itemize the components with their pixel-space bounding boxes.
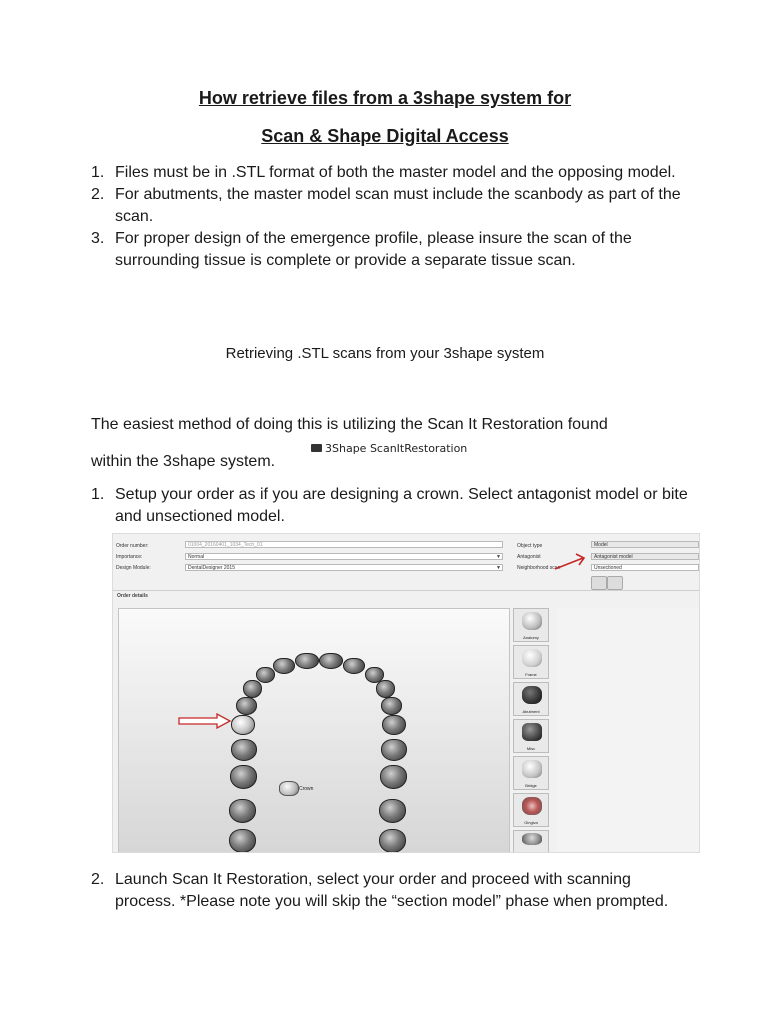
intro-line1: The easiest method of doing this is utilizing the Scan It Restoration found [91,416,608,433]
design-module-select[interactable]: DentalDesigner 2015 ▼ [185,564,503,571]
bridge-icon [522,760,542,778]
scan-option-icon[interactable] [591,576,607,590]
red-arrow-icon [553,551,593,573]
steps-list-2 [91,869,691,913]
list-item: 1. Setup your order as if you are designing a crown. Select antagonist model or bite and unsectioned model. [91,486,688,525]
requirements-list [91,162,691,272]
tooth[interactable] [229,799,256,823]
list-item: 2. For abutments, the master model scan must include the scanbody as part of the scan. [91,186,681,225]
neighborhood-label: Neighborhood scan [517,565,561,571]
frame-icon [522,649,542,667]
tooth[interactable] [376,680,395,698]
tooth[interactable] [382,715,406,735]
tooth[interactable] [229,829,256,853]
tooth[interactable] [381,739,407,761]
tool-gingiva[interactable]: Gingiva [513,793,549,827]
intro-line2: within the 3shape system. [91,453,276,470]
antagonist-label: Antagonist [517,554,541,560]
crown-label: Crown [299,786,314,792]
crown-icon[interactable] [279,781,299,796]
tooth[interactable] [256,667,275,683]
chevron-down-icon: ▼ [496,554,501,560]
scanit-app-icon [311,444,322,452]
tool-misc[interactable]: Misc [513,719,549,753]
tooth[interactable] [230,765,257,789]
tool-bridge[interactable]: Bridge [513,756,549,790]
doc-title-line2: Scan & Shape Digital Access [261,126,509,146]
object-type-field[interactable]: Model [591,541,699,548]
importance-label: Importance: [116,554,143,560]
scanit-restoration-button [311,441,467,455]
tool-more[interactable] [513,830,549,853]
tool-frame[interactable]: Frame [513,645,549,679]
tooth[interactable] [381,697,402,715]
list-item: 3. For proper design of the emergence profile, please insure the scan of the surrounding tissue is complete or provide a separate tissue scan. [91,230,632,269]
list-item: 1. Files must be in .STL format of both the master model and the opposing model. [91,164,676,181]
tool-abutment[interactable]: Abutment [513,682,549,716]
order-number-label: Order number: [116,543,149,549]
section-heading: Retrieving .STL scans from your 3shape system [225,345,545,362]
antagonist-field[interactable]: Antagonist model [591,553,699,560]
order-details-label: Order details [117,593,148,599]
scanit-app-label: 3Shape ScanItRestoration [325,441,468,455]
divider [113,590,700,591]
side-panel [557,608,700,853]
tooth[interactable] [236,697,257,715]
doc-title-line1: How retrieve files from a 3shape system for [198,88,572,108]
tool-anatomy[interactable]: Anatomy [513,608,549,642]
tooth[interactable] [319,653,343,669]
abutment-icon [522,686,542,704]
tool-icon [522,833,542,845]
tooth[interactable] [379,829,406,853]
steps-list-1 [91,484,691,528]
object-type-label: Object type [517,543,543,549]
tooth[interactable] [273,658,295,674]
order-number-field[interactable]: 01004_20160401_1034_Tech_01 [185,541,503,548]
anatomy-icon [522,612,542,630]
tooth[interactable] [295,653,319,669]
red-arrow-icon [177,713,233,729]
misc-icon [522,723,542,741]
scan-option-icon[interactable] [607,576,623,590]
tooth[interactable] [343,658,365,674]
tooth[interactable] [243,680,262,698]
chevron-down-icon: ▼ [496,565,501,571]
dental-arch-viewport[interactable] [118,608,510,853]
gingiva-icon [522,797,542,815]
importance-select[interactable]: Normal ▼ [185,553,503,560]
selected-tooth[interactable] [231,715,255,735]
order-form-screenshot [112,533,700,853]
tooth[interactable] [379,799,406,823]
design-module-label: Design Module: [116,565,151,571]
neighborhood-field[interactable]: Unsectioned [591,564,699,571]
tooth[interactable] [380,765,407,789]
tooth[interactable] [231,739,257,761]
list-item: 2. Launch Scan It Restoration, select your order and proceed with scanning process. *Please note you will skip the “section model” phase when prompted. [91,871,669,910]
